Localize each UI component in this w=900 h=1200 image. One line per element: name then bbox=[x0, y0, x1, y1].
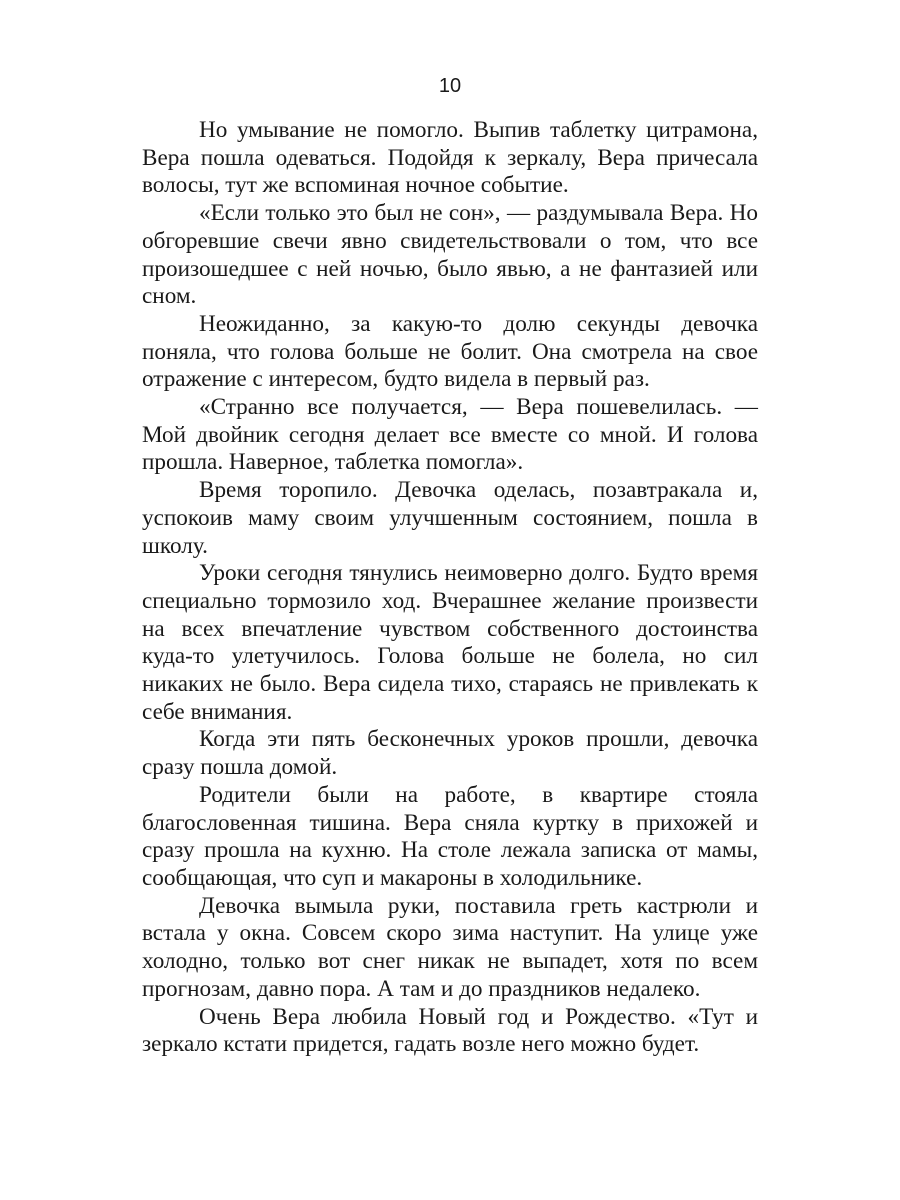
paragraph: «Странно все получается, — Вера пошевелилась. — Мой двойник сегодня делает все вместе со мной. И голова прошла. Наверное, таблетка помогла». bbox=[142, 394, 758, 476]
paragraph: Неожиданно, за какую-то долю секунды девочка поняла, что голова больше не болит. Она смотрела на свое отражение с интересом, будто видела в первый раз. bbox=[142, 310, 758, 393]
text-body bbox=[142, 117, 758, 1059]
paragraph: Уроки сегодня тянулись неимоверно долго. Будто время специально тормозило ход. Вчерашнее желание произвести на всех впечатление чувством собственного достоинства куда-то улетучилось. Голова больше не болела, но сил никаких не было. Вера сидела тихо, стараясь не привлекать к себе внимания. bbox=[142, 560, 758, 725]
paragraph: Очень Вера любила Новый год и Рождество. «Тут и зеркало кстати придется, гадать возле него можно будет. bbox=[142, 1003, 758, 1058]
paragraph: Но умывание не помогло. Выпив таблетку цитрамона, Вера пошла одеваться. Подойдя к зеркалу, Вера причесала волосы, тут же вспоминая ночное событие. bbox=[142, 117, 758, 199]
page-number: 10 bbox=[438, 75, 462, 97]
paragraph: Девочка вымыла руки, поставила греть кастрюли и встала у окна. Совсем скоро зима наступит. На улице уже холодно, только вот снег никак не выпадет, хотя по всем прогнозам, давно пора. А там и до праздников недалеко. bbox=[142, 892, 758, 1002]
paragraph: Когда эти пять бесконечных уроков прошли, девочка сразу пошла домой. bbox=[142, 726, 758, 781]
paragraph: Время торопило. Девочка оделась, позавтракала и, успокоив маму своим улучшенным состоянием, пошла в школу. bbox=[142, 477, 758, 559]
paragraph: Родители были на работе, в квартире стояла благословенная тишина. Вера сняла куртку в прихожей и сразу прошла на кухню. На столе лежала записка от мамы, сообщающая, что суп и макароны в холодильнике. bbox=[142, 781, 758, 891]
paragraph: «Если только это был не сон», — раздумывала Вера. Но обгоревшие свечи явно свидетельствовали о том, что все произошедшее с ней ночью, было явью, а не фантазией или сном. bbox=[142, 200, 758, 310]
